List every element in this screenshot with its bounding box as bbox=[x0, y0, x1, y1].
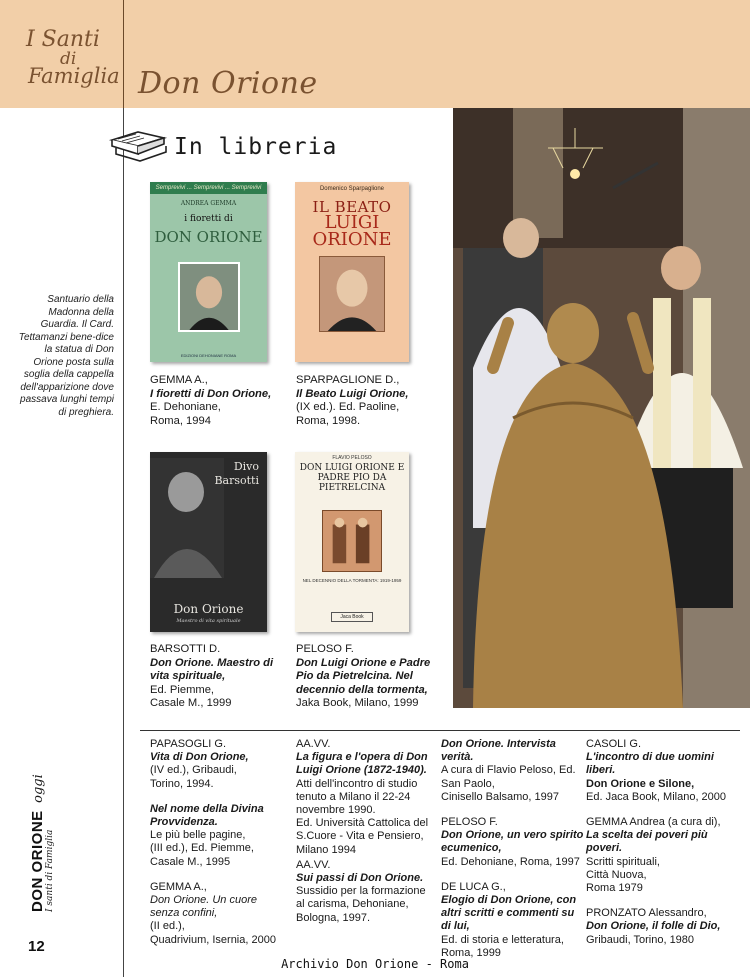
book-caption-3 bbox=[150, 643, 285, 711]
entry-author: CASOLI G. bbox=[586, 738, 642, 750]
entry-title: La figura e l'opera di Don Luigi Orione (1872-1940). bbox=[296, 751, 428, 777]
bibliography-entry bbox=[586, 816, 746, 895]
cover-author: Domenico Sparpaglione bbox=[319, 186, 385, 192]
cover-title: Don Orione bbox=[173, 602, 244, 616]
entry-author: GEMMA A., bbox=[150, 880, 207, 893]
magazine-brand bbox=[5, 774, 55, 935]
entry-details: A cura di Flavio Peloso, Ed. San Paolo, bbox=[441, 764, 576, 790]
series-logo-line-1: I Santi bbox=[26, 27, 100, 52]
book-caption-1 bbox=[150, 374, 285, 428]
entry-details: Scritti spirituali, bbox=[586, 855, 660, 868]
entry-details: Ed. di storia e letteratura, bbox=[441, 933, 564, 946]
cover-subtitle: NEL DECENNIO DELLA TORMENTA: 1919-1959 bbox=[302, 578, 402, 583]
entry-title: L'incontro di due uomini liberi. bbox=[586, 751, 714, 777]
entry-details: Ed. Jaca Book, Milano, 2000 bbox=[586, 790, 727, 803]
series-logo bbox=[12, 27, 120, 89]
cover-portrait bbox=[178, 262, 240, 332]
brand-subtitle: I santi di Famiglia bbox=[45, 829, 55, 912]
bibliography-entry bbox=[441, 881, 586, 960]
entry-details: (II ed.), bbox=[150, 920, 185, 933]
section-heading: In libreria bbox=[174, 134, 338, 160]
entry-title: La scelta dei poveri più poveri. bbox=[586, 829, 708, 855]
entry-details: Cinisello Balsamo, 1997 bbox=[441, 790, 560, 803]
bibliography-entry bbox=[296, 738, 436, 857]
cover-artwork bbox=[322, 510, 382, 572]
bibliography-entry bbox=[441, 816, 586, 869]
entry-title: Elogio di Don Orione, con altri scritti e commenti su di lui, bbox=[441, 894, 577, 933]
cover-publisher: EDIZIONI DEHONIANE ROMA bbox=[180, 353, 237, 358]
entry-title: Don Orione. Un cuore senza confini, bbox=[150, 894, 257, 920]
book-edition: (IX ed.). Ed. Paoline, bbox=[296, 401, 400, 413]
book-title: Don Luigi Orione e Padre Pio da Pietrelcina. Nel decennio della tormenta, bbox=[296, 656, 431, 696]
cover-author-last: Barsotti bbox=[214, 474, 259, 487]
cover-publisher: Jaca Book bbox=[331, 612, 373, 622]
entry-details: Città Nuova, bbox=[586, 868, 647, 881]
book-title: Don Orione. Maestro di vita spirituale, bbox=[150, 656, 274, 682]
bibliography-entry bbox=[586, 907, 746, 947]
cover-subtitle: Maestro di vita spirituale bbox=[176, 618, 241, 624]
entry-title: Don Orione. Intervista verità. bbox=[441, 738, 556, 764]
cover-author: FLAVIO PELOSO bbox=[332, 455, 372, 461]
book-edition: E. Dehoniane, bbox=[150, 401, 221, 413]
book-edition: Ed. Piemme, bbox=[150, 683, 215, 696]
photo-caption: Santuario della Madonna della Guardia. Il Card. Tettamanzi bene-dice la statua di Don Orione posta sulla soglia della cappella dell'apparizione dove passava lunghi tempi di preghiera. bbox=[18, 294, 114, 418]
book-caption-2 bbox=[296, 374, 426, 428]
brand-oggi: oggi bbox=[31, 774, 46, 803]
entry-title: Vita di Don Orione, bbox=[150, 751, 249, 764]
bibliography-entry bbox=[150, 803, 285, 869]
cover-author-first: Divo bbox=[233, 460, 259, 473]
series-logo-line-2: di bbox=[60, 48, 77, 69]
entry-details: Sussidio per la formazione al carisma, Dehoniane, bbox=[296, 885, 426, 911]
bibliography-column-2 bbox=[296, 738, 436, 937]
entry-details: Ed. Università Cattolica del S.Cuore - Vita e Pensiero, bbox=[296, 817, 429, 843]
bibliography-entry bbox=[296, 859, 436, 925]
entry-details: Bologna, 1997. bbox=[296, 911, 371, 924]
entry-details: Atti dell'incontro di studio tenuto a Milano il 22-24 novembre 1990. bbox=[296, 777, 418, 817]
book-cover-barsotti bbox=[150, 452, 267, 632]
entry-title: Nel nome della Divina Provvidenza. bbox=[150, 802, 264, 829]
entry-title: Don Orione, il folle di Dio, bbox=[586, 920, 721, 933]
cover-series-band: Semprevivi ... Semprevivi ... Semprevivi bbox=[150, 182, 267, 194]
bibliography-entry bbox=[150, 738, 285, 791]
cover-portrait bbox=[319, 256, 385, 332]
entry-author: GEMMA Andrea (a cura di), bbox=[586, 816, 721, 829]
bibliography-entry bbox=[441, 738, 586, 804]
entry-author: AA.VV. bbox=[296, 738, 331, 750]
book-author: SPARPAGLIONE D., bbox=[296, 374, 400, 386]
bibliography-column-4 bbox=[586, 738, 746, 959]
book-edition: Jaka Book, Milano, 1999 bbox=[296, 697, 419, 709]
cover-photo bbox=[150, 458, 224, 578]
bibliography-rule bbox=[140, 730, 740, 731]
page-number: 12 bbox=[28, 938, 45, 955]
entry-details: Roma, 1999 bbox=[441, 946, 501, 959]
book-cover-beato-luigi-orione bbox=[295, 182, 409, 362]
series-logo-line-3: Famiglia bbox=[28, 64, 120, 89]
entry-details: Gribaudi, Torino, 1980 bbox=[586, 933, 695, 946]
entry-subtitle: Don Orione e Silone, bbox=[586, 777, 695, 790]
bibliography-column-3 bbox=[441, 738, 586, 972]
entry-details: Ed. Dehoniane, Roma, 1997 bbox=[441, 855, 580, 868]
bibliography-entry bbox=[150, 881, 285, 947]
entry-details: (III ed.), Ed. Piemme, bbox=[150, 842, 254, 855]
entry-author: AA.VV. bbox=[296, 858, 331, 871]
book-edition: Roma, 1998. bbox=[296, 414, 361, 427]
entry-title: Don Orione, un vero spirito ecumenico, bbox=[441, 829, 584, 855]
entry-title: Sui passi di Don Orione. bbox=[296, 872, 424, 885]
cover-title: DON LUIGI ORIONE E PADRE PIO DA PIETRELCINA bbox=[299, 463, 405, 493]
entry-author: PELOSO F. bbox=[441, 816, 498, 829]
archive-footer: Archivio Don Orione - Roma bbox=[281, 957, 469, 971]
entry-details: Le più belle pagine, bbox=[150, 829, 246, 842]
book-edition: Casale M., 1999 bbox=[150, 697, 232, 709]
page-title: Don Orione bbox=[138, 66, 318, 101]
cover-title-top: i fioretti di bbox=[184, 214, 233, 224]
brand-main: DON ORIONE bbox=[29, 810, 46, 912]
header-divider bbox=[123, 0, 124, 108]
column-divider bbox=[123, 108, 124, 977]
cover-author: ANDREA GEMMA bbox=[180, 200, 237, 207]
cover-title-top: IL BEATO bbox=[312, 198, 392, 216]
statue-blessing-photo bbox=[453, 108, 750, 708]
book-title: Il Beato Luigi Orione, bbox=[296, 387, 409, 400]
bibliography-column-1 bbox=[150, 738, 285, 959]
book-edition: Roma, 1994 bbox=[150, 414, 211, 427]
books-icon bbox=[108, 128, 168, 162]
book-cover-fioretti bbox=[150, 182, 267, 362]
entry-details: Torino, 1994. bbox=[150, 777, 214, 790]
entry-details: (IV ed.), Gribaudi, bbox=[150, 764, 237, 777]
cover-title-main: DON ORIONE bbox=[154, 228, 263, 246]
book-author: PELOSO F. bbox=[296, 643, 354, 655]
entry-author: PRONZATO Alessandro, bbox=[586, 907, 707, 920]
entry-author: PAPASOGLI G. bbox=[150, 738, 227, 750]
entry-author: DE LUCA G., bbox=[441, 880, 506, 893]
bibliography-entry bbox=[586, 738, 746, 804]
entry-details: Roma 1979 bbox=[586, 882, 643, 895]
book-title: I fioretti di Don Orione, bbox=[150, 387, 272, 400]
book-caption-4 bbox=[296, 643, 446, 711]
cover-title-main: LUIGI ORIONE bbox=[312, 212, 392, 250]
book-author: BARSOTTI D. bbox=[150, 643, 221, 655]
book-author: GEMMA A., bbox=[150, 374, 208, 386]
book-cover-peloso bbox=[295, 452, 409, 632]
entry-details: Casale M., 1995 bbox=[150, 855, 231, 868]
entry-details: Quadrivium, Isernia, 2000 bbox=[150, 933, 276, 946]
entry-details: Milano 1994 bbox=[296, 843, 356, 856]
